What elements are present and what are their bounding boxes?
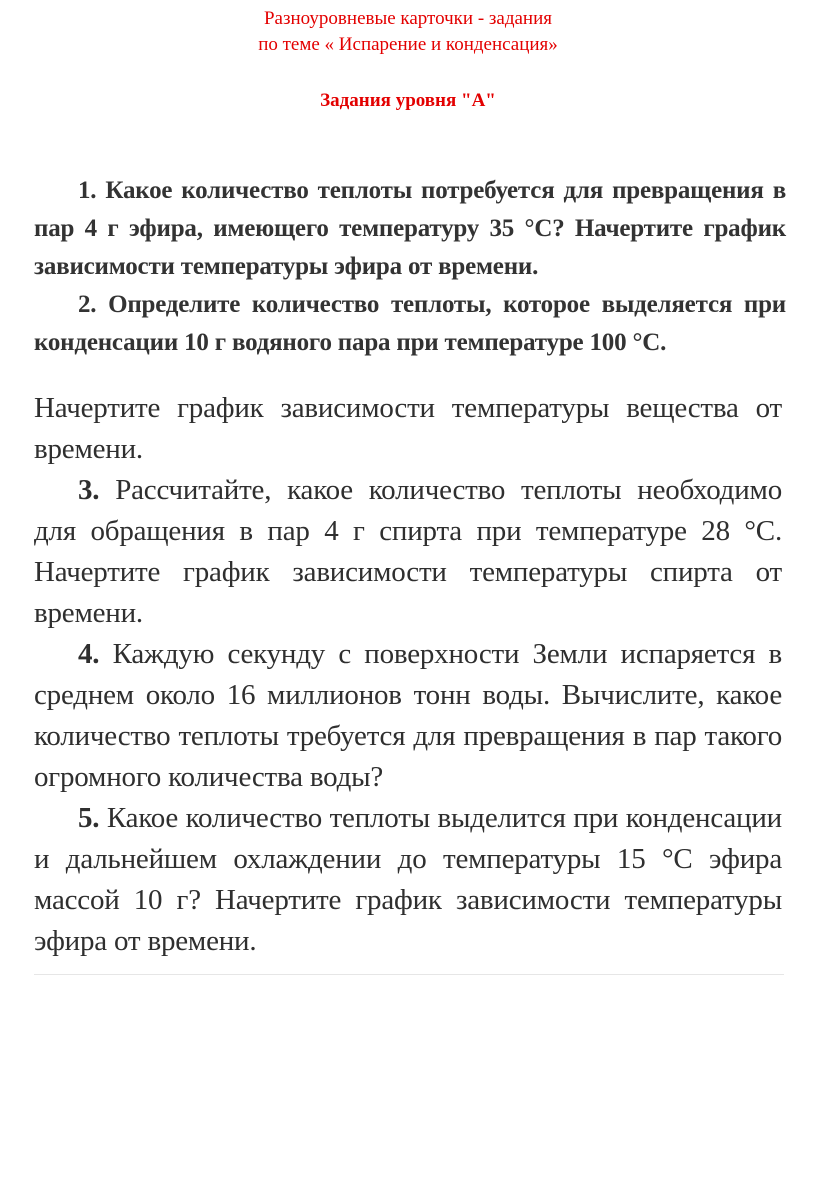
task-4 — [34, 634, 782, 798]
task-3-number: 3. — [78, 474, 100, 506]
task-1-text: Какое количество теплоты потребуется для превращения в пар 4 г эфира, имеющего температуру 35 °С? Начертите график зависимости температуры эфира от времени. — [34, 177, 786, 280]
task-4-number: 4. — [78, 638, 100, 670]
task-2-number: 2. — [78, 291, 97, 318]
document-header — [0, 6, 816, 114]
task-2-continuation: Начертите график зависимости температуры вещества от времени. — [34, 392, 782, 465]
scanned-tasks-block-1 — [34, 172, 786, 362]
task-3 — [34, 470, 782, 634]
scan-edge-divider — [34, 974, 784, 975]
header-title-line-2: по теме « Испарение и конденсация» — [258, 34, 558, 55]
task-5-number: 5. — [78, 802, 100, 834]
header-title-line-1: Разноуровневые карточки - задания — [263, 8, 553, 29]
scanned-tasks-block-2 — [34, 388, 782, 962]
task-3-text: Рассчитайте, какое количество теплоты необходимо для обращения в пар 4 г спирта при температуре 28 °С. Начертите график зависимости температуры спирта от времени. — [34, 474, 782, 629]
task-1-number: 1. — [78, 177, 97, 204]
task-4-text: Каждую секунду с поверхности Земли испаряется в среднем около 16 миллионов тонн воды. Вычислите, какое количество теплоты требуется для превращения в пар такого огромного количества воды? — [34, 638, 782, 793]
task-1 — [34, 172, 786, 286]
level-title: Задания уровня "А" — [320, 90, 496, 111]
task-5 — [34, 798, 782, 962]
task-2-text: Определите количество теплоты, которое выделяется при конденсации 10 г водяного пара при температуре 100 °С. — [34, 291, 787, 356]
task-5-text: Какое количество теплоты выделится при конденсации и дальнейшем охлаждении до температуры 15 °С эфира массой 10 г? Начертите график зависимости температуры эфира от времени. — [34, 802, 782, 957]
task-2 — [34, 286, 786, 362]
